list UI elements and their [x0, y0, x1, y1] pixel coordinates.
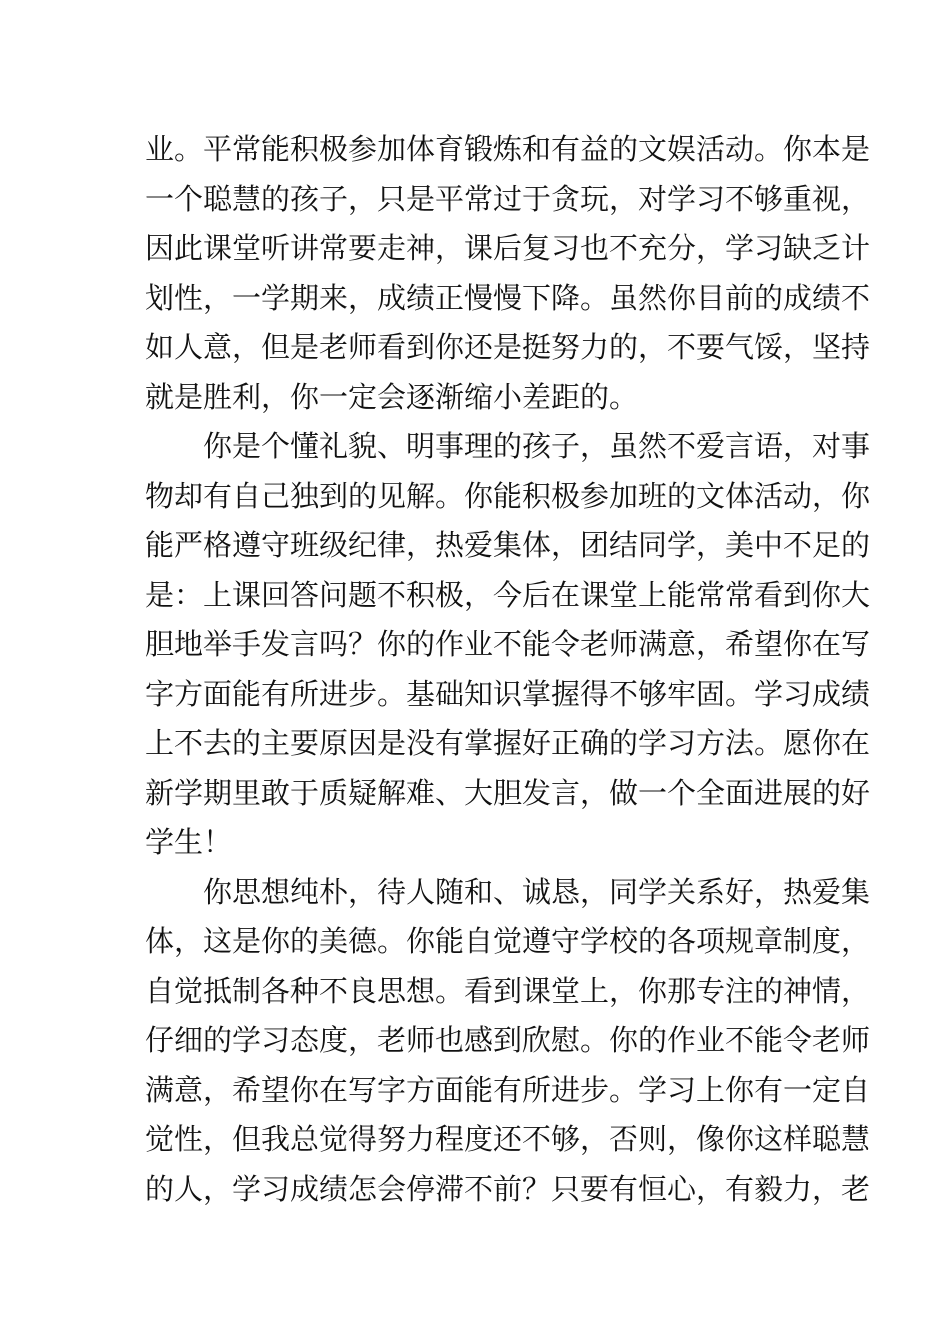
document-body: [145, 125, 871, 1214]
text-line: 是：上课回答问题不积极，今后在课堂上能常常看到你大: [145, 577, 871, 612]
text-line: 划性，一学期来，成绩正慢慢下降。虽然你目前的成绩不: [145, 280, 871, 315]
text-line: 一个聪慧的孩子，只是平常过于贪玩，对学习不够重视，: [145, 181, 871, 216]
text-line: 满意，希望你在写字方面能有所进步。学习上你有一定自: [145, 1072, 871, 1107]
text-line: 觉性，但我总觉得努力程度还不够，否则，像你这样聪慧: [145, 1122, 871, 1156]
paragraph-first-line: 你是个懂礼貌、明事理的孩子，虽然不爱言语，对事: [203, 429, 871, 463]
text-line: 自觉抵制各种不良思想。看到课堂上，你那专注的神情，: [145, 973, 871, 1008]
text-line: 体，这是你的美德。你能自觉遵守学校的各项规章制度，: [145, 924, 871, 958]
text-line: 物却有自己独到的见解。你能积极参加班的文体活动，你: [145, 478, 871, 513]
text-line: 业。平常能积极参加体育锻炼和有益的文娱活动。你本是: [145, 132, 871, 166]
text-line: 如人意，但是老师看到你还是挺努力的，不要气馁，坚持: [145, 330, 871, 364]
text-line: 能严格遵守班级纪律，热爱集体，团结同学，美中不足的: [145, 528, 871, 562]
text-line: 胆地举手发言吗？你的作业不能令老师满意，希望你在写: [145, 627, 871, 661]
text-line: 就是胜利，你一定会逐渐缩小差距的。: [145, 379, 639, 414]
text-line: 仔细的学习态度，老师也感到欣慰。你的作业不能令老师: [145, 1023, 871, 1057]
paragraph-first-line: 你思想纯朴，待人随和、诚恳，同学关系好，热爱集: [203, 874, 871, 909]
text-line: 的人，学习成绩怎会停滞不前？只要有恒心，有毅力，老: [145, 1171, 871, 1206]
text-line: 上不去的主要原因是没有掌握好正确的学习方法。愿你在: [145, 726, 871, 760]
text-line: 因此课堂听讲常要走神，课后复习也不充分，学习缺乏计: [145, 231, 871, 265]
text-line: 新学期里敢于质疑解难、大胆发言，做一个全面进展的好: [145, 775, 871, 810]
text-line: 学生！: [145, 825, 233, 859]
text-line: 字方面能有所进步。基础知识掌握得不够牢固。学习成绩: [145, 676, 871, 711]
